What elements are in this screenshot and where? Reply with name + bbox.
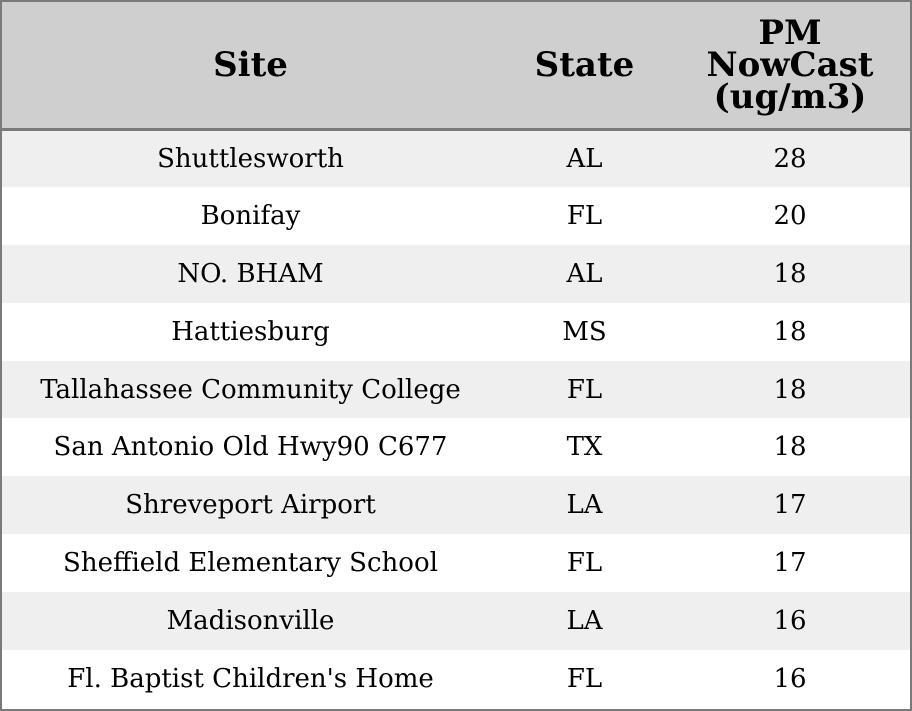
cell-site: Sheffield Elementary School — [63, 548, 438, 579]
cell-pm: 18 — [773, 258, 807, 289]
cell-state: FL — [566, 548, 603, 579]
cell-state: LA — [566, 490, 603, 521]
header-pm-line3: (ug/m3) — [713, 76, 867, 117]
cell-state: AL — [566, 258, 603, 289]
table-header-row — [2, 2, 910, 129]
header-site: Site — [2, 2, 499, 129]
table-row — [2, 129, 910, 187]
cell-pm: 18 — [773, 432, 807, 463]
cell-pm: 20 — [773, 200, 807, 231]
cell-site: Shuttlesworth — [157, 143, 344, 174]
header-pm-nowcast — [670, 2, 910, 129]
cell-state: MS — [562, 316, 607, 347]
cell-state: AL — [566, 143, 603, 174]
cell-pm: 18 — [773, 374, 807, 405]
header-pm-line2: NowCast — [706, 44, 874, 85]
cell-state: FL — [566, 374, 603, 405]
table-row — [2, 187, 910, 245]
table-row — [2, 245, 910, 303]
header-pm-line1: PM — [758, 12, 822, 53]
header-state: State — [499, 2, 670, 129]
cell-site: NO. BHAM — [177, 258, 324, 289]
table-row — [2, 534, 910, 592]
table-row — [2, 418, 910, 476]
cell-pm: 16 — [773, 663, 807, 694]
cell-pm: 17 — [773, 548, 807, 579]
cell-site: Tallahassee Community College — [40, 374, 461, 405]
cell-pm: 18 — [773, 316, 807, 347]
cell-site: Shreveport Airport — [125, 490, 376, 521]
pm-nowcast-table — [2, 2, 910, 708]
cell-site: Hattiesburg — [171, 316, 330, 347]
cell-state: TX — [566, 432, 603, 463]
cell-state: LA — [566, 606, 603, 637]
cell-site: Madisonville — [166, 606, 335, 637]
table-row — [2, 592, 910, 650]
cell-site: San Antonio Old Hwy90 C677 — [53, 432, 448, 463]
cell-site: Fl. Baptist Children's Home — [67, 663, 434, 694]
cell-pm: 17 — [773, 490, 807, 521]
table-row — [2, 303, 910, 361]
cell-site: Bonifay — [200, 200, 301, 231]
table-row — [2, 361, 910, 419]
table-row — [2, 476, 910, 534]
table-row — [2, 650, 910, 708]
cell-pm: 16 — [773, 606, 807, 637]
cell-state: FL — [566, 663, 603, 694]
cell-pm: 28 — [773, 143, 807, 174]
cell-state: FL — [566, 200, 603, 231]
